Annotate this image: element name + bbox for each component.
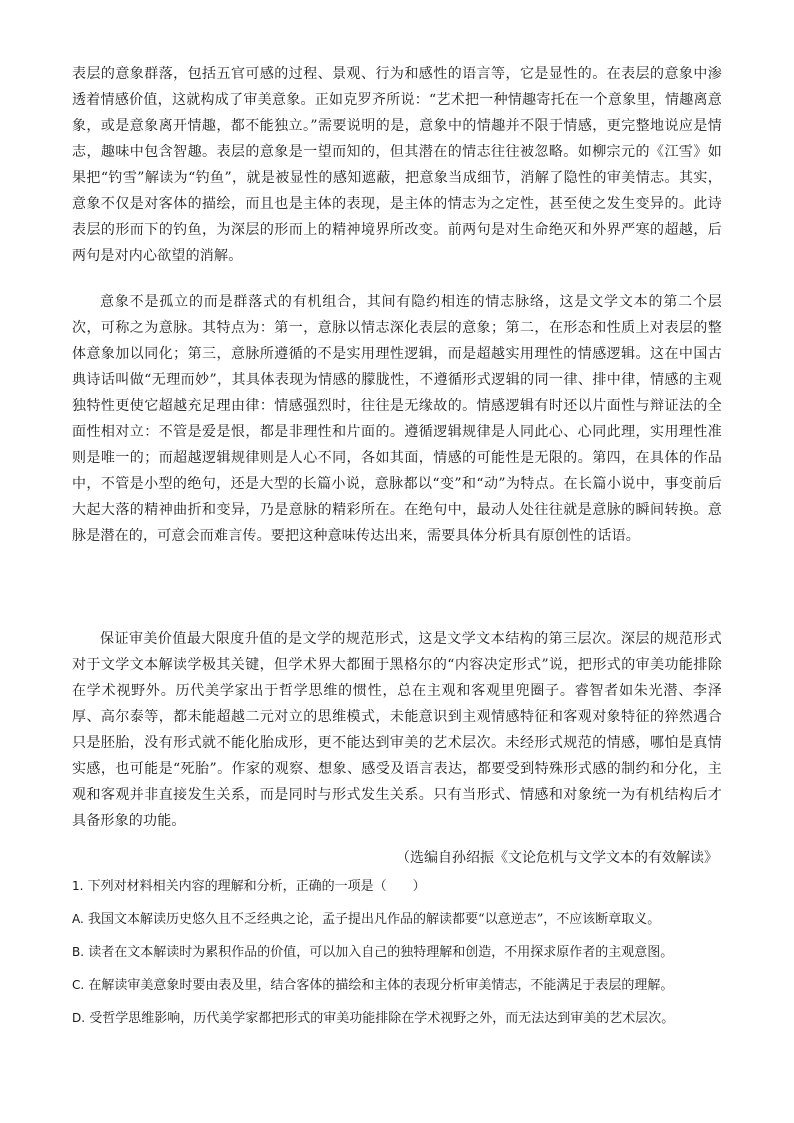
question-stem-text: 下列对材料相关内容的理解和分析，正确的一项是（ ） [87, 879, 426, 894]
option-d[interactable] [72, 1008, 722, 1029]
option-text: 受哲学思维影响，历代美学家都把形式的审美功能排除在学术视野之外，而无法达到审美的艺术层次。 [89, 1011, 675, 1026]
option-letter: C. [72, 978, 85, 992]
option-a[interactable] [72, 909, 722, 930]
passage-source-citation: （选编自孙绍振《文论危机与文学文本的有效解读》 [396, 850, 718, 866]
option-c[interactable] [72, 975, 722, 996]
passage-paragraph-2: 意象不是孤立的而是群落式的有机组合，其间有隐约相连的情志脉络，这是文学文本的第二个层次，可称之为意脉。其特点为：第一，意脉以情志深化表层的意象；第二，在形态和性质上对表层的整体意象加以同化；第三，意脉所遵循的不是实用理性逻辑，而是超越实用理性的情感逻辑。这在中国古典诗话叫做“无理而妙”，其具体表现为情感的朦胧性，不遵循形式逻辑的同一律、排中律，情感的主观独特性更使它超越充足理由律：情感强烈时，往往是无缘故的。情感逻辑有时还以片面性与辩证法的全面性相对立：不管是爱是恨，都是非理性和片面的。遵循逻辑规律是人同此心、心同此理，实用理性准则是唯一的；而超越逻辑规律则是人心不同，各如其面，情感的可能性是无限的。第四，在具体的作品中，不管是小型的绝句，还是大型的长篇小说，意脉都以“变”和“动”为特点。在长篇小说中，事变前后大起大落的精神曲折和变异，乃是意脉的精彩所在。在绝句中，最动人处往往就是意脉的瞬间转换。意脉是潜在的，可意会而难言传。要把这种意味传达出来，需要具体分析具有原创性的话语。 [72, 294, 722, 544]
option-text: 在解读审美意象时要由表及里，结合客体的描绘和主体的表现分析审美情志，不能满足于表层的理解。 [88, 978, 674, 993]
passage-paragraph-3: 保证审美价值最大限度升值的是文学的规范形式，这是文学文本结构的第三层次。深层的规范形式对于文学文本解读学极其关键，但学术界大都囿于黑格尔的“内容决定形式”说，把形式的审美功能排除在学术视野外。历代美学家出于哲学思维的惯性，总在主观和客观里兜圈子。睿智者如朱光潜、李泽厚、高尔泰等，都未能超越二元对立的思维模式，未能意识到主观情感特征和客观对象特征的猝然遇合只是胚胎，没有形式就不能化胎成形，更不能达到审美的艺术层次。未经形式规范的情感，哪怕是真情实感，也可能是“死胎”。作家的观察、想象、感受及语言表达，都要受到特殊形式感的制约和分化，主观和客观并非直接发生关系，而是同时与形式发生关系。只有当形式、情感和对象统一为有机结构后才具备形象的功能。 [72, 631, 722, 829]
option-text: 我国文本解读历史悠久且不乏经典之论，孟子提出凡作品的解读都要“以意逆志”，不应该断章取义。 [87, 912, 661, 927]
option-letter: D. [72, 1011, 86, 1025]
question-number: 1. [72, 879, 84, 893]
question-stem [72, 876, 722, 897]
option-letter: B. [72, 945, 85, 959]
option-text: 读者在文本解读时为累积作品的价值，可以加入自己的独特理解和创造，不用探求原作者的主观意图。 [88, 945, 674, 960]
option-b[interactable] [72, 942, 722, 963]
question-1 [72, 876, 722, 1041]
option-letter: A. [72, 912, 84, 926]
passage-paragraph-1: 表层的意象群落，包括五官可感的过程、景观、行为和感性的语言等，它是显性的。在表层的意象中渗透着情感价值，这就构成了审美意象。正如克罗齐所说：“艺术把一种情趣寄托在一个意象里，情趣离意象，或是意象离开情趣，都不能独立。”需要说明的是，意象中的情趣并不限于情感，更完整地说应是情志，趣味中包含智趣。表层的意象是一望而知的，但其潜在的情志往往被忽略。如柳宗元的《江雪》如果把“钓雪”解读为“钓鱼”，就是被显性的感知遮蔽，把意象当成细节，消解了隐性的审美情志。其实，意象不仅是对客体的描绘，而且也是主体的表现，是主体的情志为之定性，甚至使之发生变异的。此诗表层的形而下的钓鱼，为深层的形而上的精神境界所改变。前两句是对生命绝灭和外界严寒的超越，后两句是对内心欲望的消解。 [72, 66, 722, 264]
